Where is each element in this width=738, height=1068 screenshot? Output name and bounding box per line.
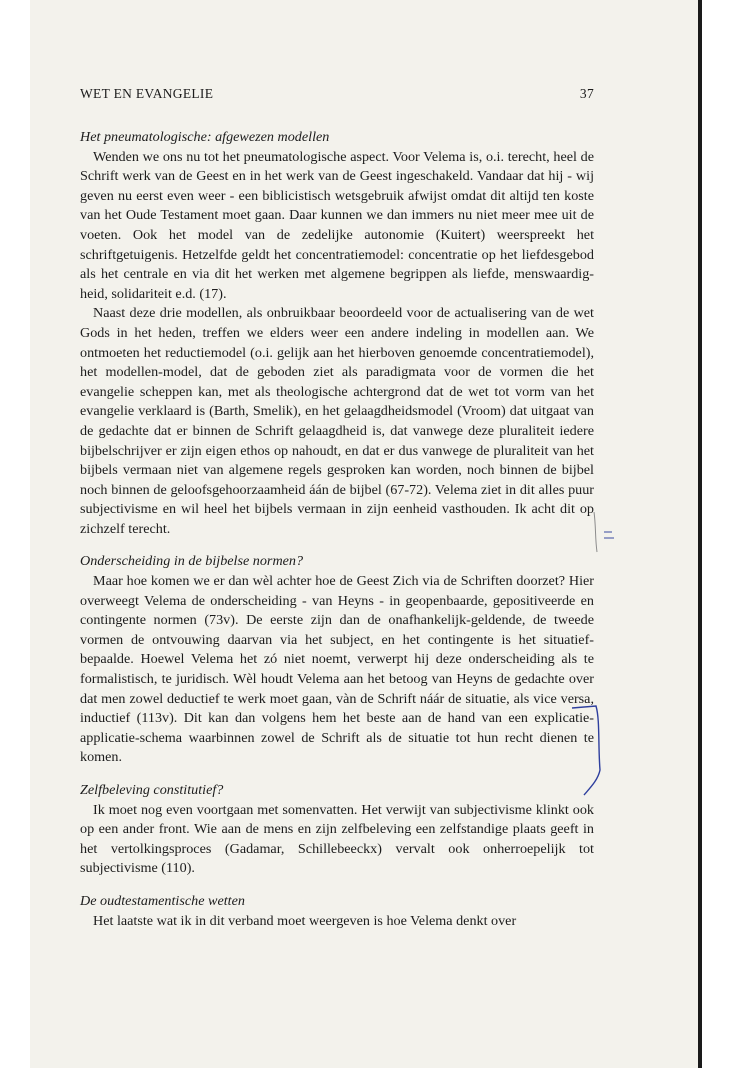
paragraph: Naast deze drie modellen, als onbruikbaar beoordeeld voor de actualisering van de wet Gods in het heden, treffen we elders weer een andere indeling in modellen aan. We ontmoeten het reductiemodel (o.i. gelijk aan het hierboven genoemde concentratiemodel), het modellen-model, dat de geboden ziet als paradigmata voor de vormen die het evangelie scheppen kan, met als theologische achtergrond dat de wet tot vorm van het evangelie verklaard is (Barth, Smelik), en het gelaagdheidsmodel (Vroom) dat uitgaat van de gedachte dat er binnen de Schrift gelaagdheid is, dat vanwege deze pluraliteit iedere bijbelschrijver er zijn eigen ethos op nahoudt, en dat er dus vanwege de pluraliteit van het bijbels vermaan niet van algemene regels gesproken kan worden, noch binnen de bijbel noch binnen de geloofsgehoorzaamheid áán de bijbel (67-72). Velema ziet in dit alles puur subjectivisme en wil heel het bijbels vermaan in zijn eenheid vasthouden. Ik acht dit op zichzelf terecht. — [80, 305, 594, 537]
paragraph: Wenden we ons nu tot het pneumatologische aspect. Voor Velema is, o.i. terecht, heel de Schrift werk van de Geest en in het werk van de Geest ingeschakeld. Vandaar dat hij - wij geven nu eerst even weer - een biblicistisch wetsgebruik afwijst omdat dit altijd ten koste van het Oude Testament moet gaan. Daar kunnen we dan immers nu niet meer mee uit de voeten. Ook het model van de zedelijke autonomie (Kuitert) weerspreekt het schriftgetuigenis. Hetzelfde geldt het concentratiemodel: concentratie op het liefdesgebod als het centrale en via dit het werken met algemene begrippen als liefde, menswaardigheid, solidariteit e.d. (17). — [80, 148, 594, 302]
running-title: WET EN EVANGELIE — [80, 86, 214, 101]
paragraph: Maar hoe komen we er dan wèl achter hoe de Geest Zich via de Schriften doorzet? Hier overweegt Velema de onderscheiding - van Heyns - in geopenbaarde, gepositiveerde en contingente normen (73v). De eerste zijn dan de onafhankelijk-geldende, de tweede vormen de ontvouwing daarvan via het subject, en het contingente is het situatief-bepaalde. Hoewel Velema het zó niet noemt, verwerpt hij deze onderscheiding als te formalistisch, te juridisch. Wèl houdt Velema aan het betoog van Heyns de gedachte over dat men zowel deductief te werk moet gaan, vàn de Schrift náár de situatie, als vice versa, inductief (113v). Dit kan dan volgens hem het beste aan de hand van een explicatie-applicatie-schema waarbinnen zowel de Schrift als de situatie tot hun recht dienen te komen. — [80, 573, 594, 766]
section-heading: Onderscheiding in de bijbelse normen? — [80, 553, 304, 570]
page-right-border — [702, 0, 738, 1068]
section-heading: Het pneumatologische: afgewezen modellen — [80, 129, 330, 145]
page-body — [80, 128, 594, 931]
paragraph: Het laatste wat ik in dit verband moet weergeven is hoe Velema denkt over — [93, 912, 517, 929]
paragraph: Ik moet nog even voortgaan met somenvatten. Het verwijt van subjectivisme klinkt ook op een ander front. Wie aan de mens en zijn zelfbeleving een zelfstandige plaats geeft in het vertolkingsproces (Gadamar, Schillebeeckx) vervalt ook onherroepelijk tot subjectivisme (110). — [80, 801, 594, 877]
section-heading: De oudtestamentische wetten — [80, 892, 245, 909]
margin-pencil-mark-icon — [590, 508, 630, 558]
section-heading: Zelfbeleving constitutief? — [80, 782, 224, 798]
page-number: 37 — [579, 86, 594, 101]
page-left-border — [0, 0, 30, 1068]
